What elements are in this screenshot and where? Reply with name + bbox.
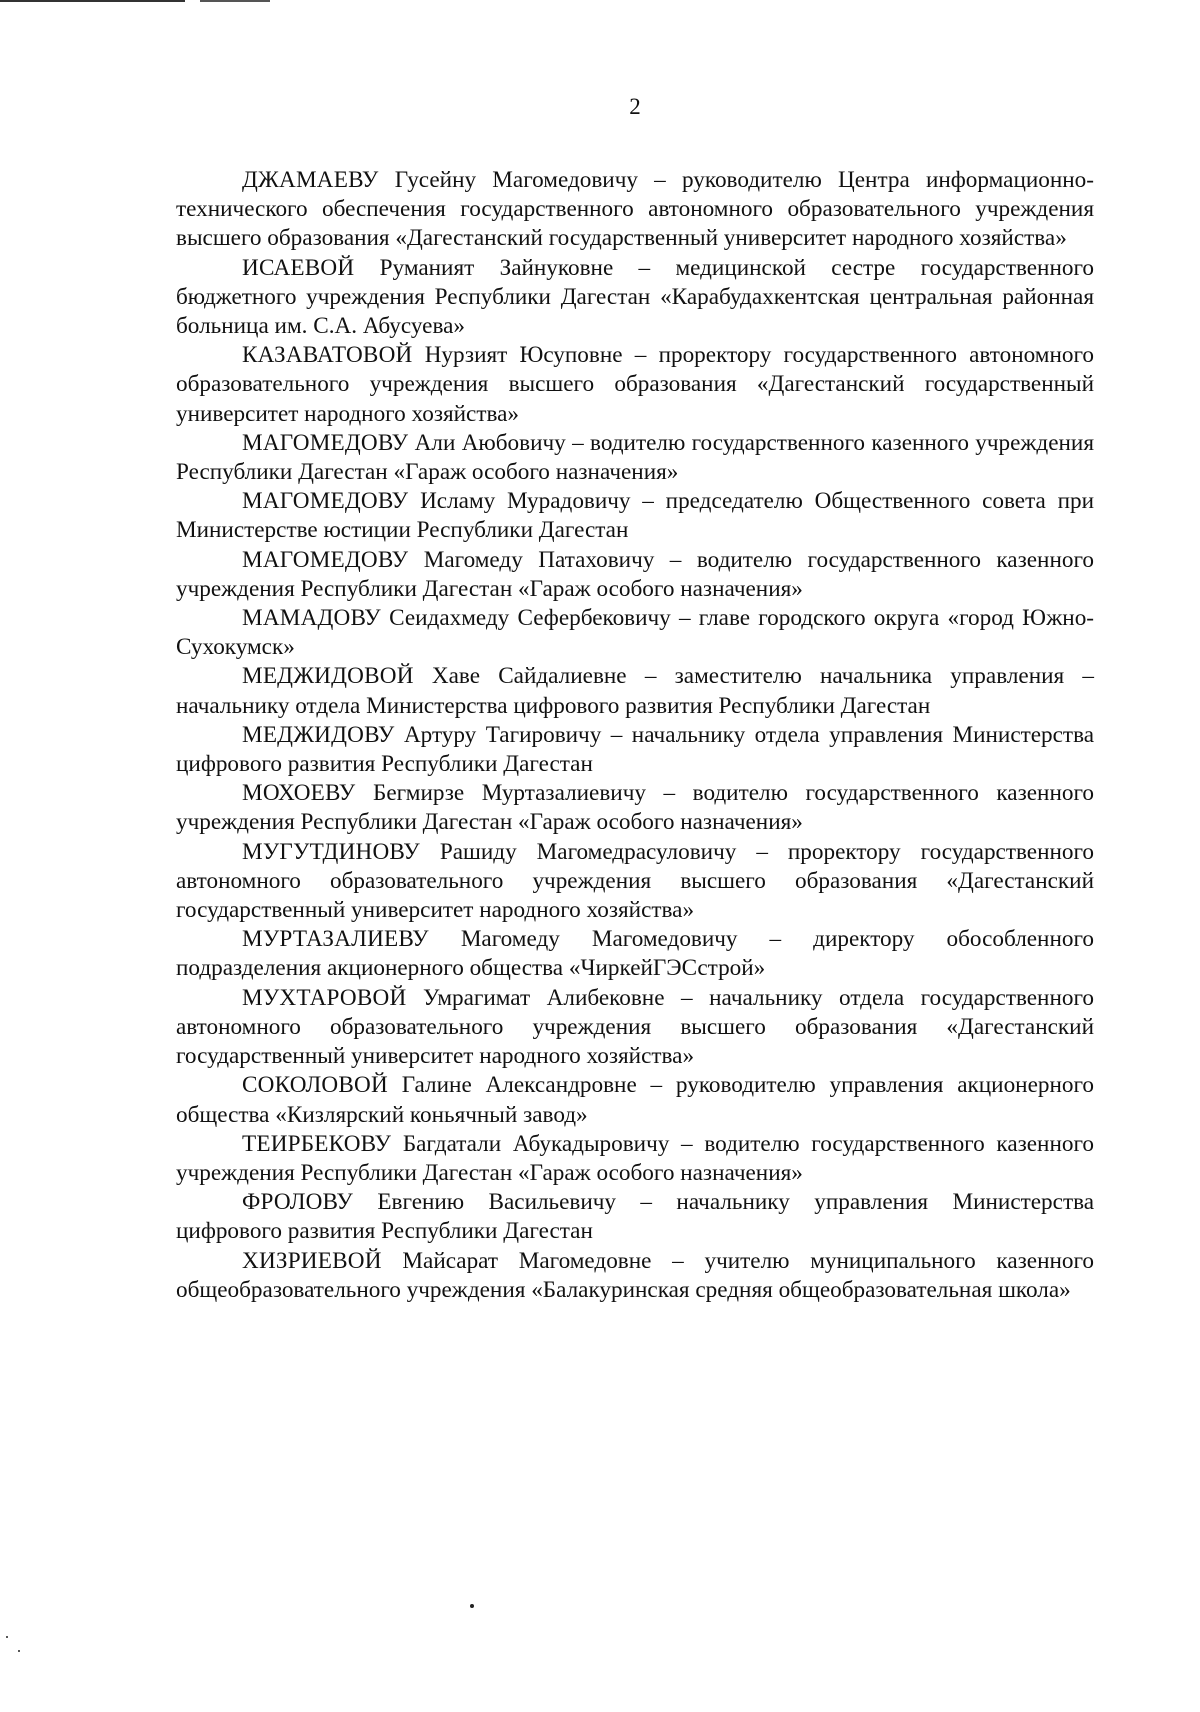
recipient-details: Руманият Зайнуковне – медицинской сестре государственного бюджетного учреждения Республики Дагестан «Карабудахкентская центральная районная больница им. С.А. Абусуева» bbox=[176, 254, 1094, 340]
recipient-surname: МАГОМЕДОВУ bbox=[242, 429, 409, 456]
recipient-details: Галине Александровне – руководителю управления акционерного общества «Кизлярский коньячный завод» bbox=[176, 1072, 1095, 1128]
recipient-details: Бегмирзе Муртазалиевичу – водителю государственного казенного учреждения Республики Дагестан «Гараж особого назначения» bbox=[176, 780, 1094, 836]
recipient-surname: МЕДЖИДОВУ bbox=[242, 721, 395, 748]
recipient-details: Умрагимат Алибековне – начальнику отдела государственного автономного образовательного учреждения высшего образования «Дагестанский государственный университет народного хозяйства» bbox=[176, 984, 1094, 1070]
award-list bbox=[176, 166, 1094, 1305]
recipient-surname: ИСАЕВОЙ bbox=[242, 254, 355, 281]
award-entry bbox=[176, 1247, 1094, 1305]
recipient-surname: МУРТАЗАЛИЕВУ bbox=[242, 926, 429, 953]
award-entry bbox=[176, 1130, 1094, 1188]
award-entry bbox=[176, 1188, 1094, 1246]
recipient-surname: СОКОЛОВОЙ bbox=[242, 1072, 388, 1099]
award-entry bbox=[176, 925, 1094, 983]
recipient-surname: КАЗАВАТОВОЙ bbox=[242, 342, 413, 369]
award-entry bbox=[176, 166, 1094, 254]
award-entry bbox=[176, 721, 1094, 779]
recipient-details: Багдатали Абукадыровичу – водителю государственного казенного учреждения Республики Дагестан «Гараж особого назначения» bbox=[176, 1130, 1094, 1186]
recipient-details: Магомеду Магомедовичу – директору обособленного подразделения акционерного общества «ЧиркейГЭСстрой» bbox=[176, 926, 1094, 982]
recipient-details: Сеидахмеду Сефербековичу – главе городского округа «город Южно-Сухокумск» bbox=[176, 605, 1095, 661]
scan-speck bbox=[18, 1650, 20, 1652]
award-entry bbox=[176, 429, 1094, 487]
recipient-details: Евгению Васильевичу – начальнику управления Министерства цифрового развития Республики Дагестан bbox=[176, 1189, 1095, 1245]
recipient-surname: МОХОЕВУ bbox=[242, 780, 356, 807]
recipient-details: Али Аюбовичу – водителю государственного казенного учреждения Республики Дагестан «Гараж особого назначения» bbox=[176, 429, 1094, 486]
recipient-surname: ФРОЛОВУ bbox=[242, 1189, 353, 1216]
recipient-surname: МУГУТДИНОВУ bbox=[242, 838, 420, 865]
recipient-surname: ТЕИРБЕКОВУ bbox=[242, 1130, 392, 1157]
recipient-surname: МАГОМЕДОВУ bbox=[242, 546, 409, 573]
recipient-details: Гусейну Магомедовичу – руководителю Центра информационно-технического обеспечения государственного автономного образовательного учреждения высшего образования «Дагестанский государственный университет народного хозяйства» bbox=[176, 167, 1094, 252]
scan-speck bbox=[6, 1636, 8, 1638]
award-entry bbox=[176, 487, 1094, 545]
scan-speck bbox=[470, 1604, 474, 1608]
recipient-details: Майсарат Магомедовне – учителю муниципального казенного общеобразовательного учреждения «Балакуринская средняя общеобразовательная школа» bbox=[176, 1247, 1095, 1303]
award-entry bbox=[176, 838, 1094, 926]
recipient-details: Хаве Сайдалиевне – заместителю начальника управления – начальнику отдела Министерства цифрового развития Республики Дагестан bbox=[176, 663, 1094, 719]
recipient-details: Артуру Тагировичу – начальнику отдела управления Министерства цифрового развития Республики Дагестан bbox=[176, 721, 1094, 778]
award-entry bbox=[176, 984, 1094, 1072]
scan-edge-mark bbox=[200, 0, 270, 2]
recipient-surname: МУХТАРОВОЙ bbox=[242, 984, 407, 1011]
recipient-details: Нурзият Юсуповне – проректору государственного автономного образовательного учреждения высшего образования «Дагестанский государственный университет народного хозяйства» bbox=[176, 342, 1094, 427]
recipient-surname: ХИЗРИЕВОЙ bbox=[242, 1247, 382, 1274]
recipient-details: Исламу Мурадовичу – председателю Общественного совета при Министерстве юстиции Республики Дагестан bbox=[176, 488, 1094, 544]
award-entry bbox=[176, 341, 1094, 429]
recipient-surname: МАМАДОВУ bbox=[242, 605, 381, 632]
award-entry bbox=[176, 254, 1094, 342]
award-entry bbox=[176, 1071, 1094, 1129]
recipient-surname: ДЖАМАЕВУ bbox=[242, 167, 379, 193]
award-entry bbox=[176, 604, 1094, 662]
recipient-details: Рашиду Магомедрасуловичу – проректору государственного автономного образовательного учреждения высшего образования «Дагестанский государственный университет народного хозяйства» bbox=[176, 838, 1095, 924]
scan-edge-mark bbox=[0, 0, 185, 2]
recipient-details: Магомеду Патаховичу – водителю государственного казенного учреждения Республики Дагестан «Гараж особого назначения» bbox=[176, 546, 1094, 602]
award-entry bbox=[176, 779, 1094, 837]
recipient-surname: МЕДЖИДОВОЙ bbox=[242, 663, 414, 690]
page-number: 2 bbox=[629, 94, 641, 119]
award-entry bbox=[176, 662, 1094, 720]
recipient-surname: МАГОМЕДОВУ bbox=[242, 488, 409, 515]
award-entry bbox=[176, 546, 1094, 604]
